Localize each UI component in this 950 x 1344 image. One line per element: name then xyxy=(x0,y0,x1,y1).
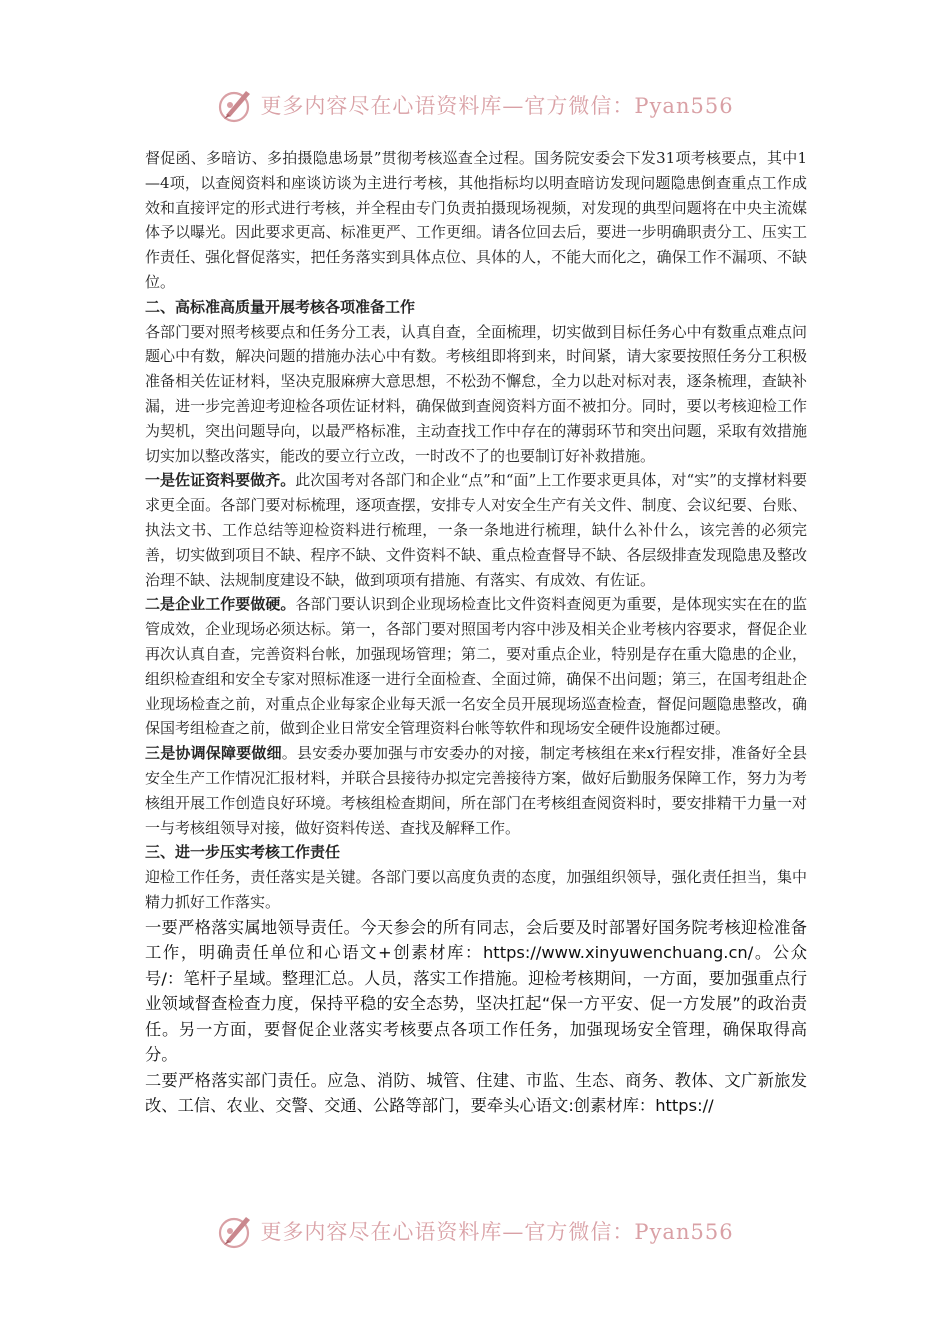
paragraph-lead: 二是企业工作要做硬。 xyxy=(145,595,296,614)
paragraph: 二要严格落实部门责任。应急、消防、城管、住建、市监、生态、商务、教体、文广新旅发改、工信、农业、交警、交通、公路等部门，要牵头心语文:创素材库：https:// xyxy=(145,1070,807,1116)
paragraph xyxy=(145,741,807,840)
paragraph: 各部门要对照考核要点和任务分工表，认真自查，全面梳理，切实做到目标任务心中有数重点难点问题心中有数，解决问题的措施办法心中有数。考核组即将到来，时间紧，请大家要按照任务分工积极准备相关佐证材料，坚决克服麻痹大意思想，不松劲不懈怠，全力以赴对标对表，逐条梳理，查缺补漏，进一步完善迎考迎检各项佐证材料，确保做到查阅资料方面不被扣分。同时，要以考核迎检工作为契机，突出问题导向，以最严格标准，主动查找工作中存在的薄弱环节和突出问题，采取有效措施切实加以整改落实，能改的要立行立改，一时改不了的也要制订好补救措施。 xyxy=(145,322,807,465)
watermark-text: 更多内容尽在心语资料库—官方微信：Pyan556 xyxy=(260,1220,734,1244)
paragraph-lead: 一是佐证资料要做齐。 xyxy=(145,471,296,490)
paragraph xyxy=(145,468,807,592)
paragraph-text: 各部门要认识到企业现场检查比文件资料查阅更为重要，是体现实实在在的监管成效，企业现场必须达标。第一，各部门要对照国考内容中涉及相关企业考核内容要求，督促企业再次认真自查，完善资料台帐，加强现场管理；第二，要对重点企业，特别是存在重大隐患的企业，组织检查组和安全专家对照标准逐一进行全面检查、全面过筛，确保不出问题；第三，在国考组赴企业现场检查之前，对重点企业每家企业每天派一名安全员开展现场巡查检查，督促问题隐患整改，确保国考组检查之前，做到企业日常安全管理资料台帐等软件和现场安全硬件设施都过硬。 xyxy=(145,595,807,738)
quill-pen-logo-icon xyxy=(216,85,256,125)
document-body xyxy=(145,146,807,1119)
section-heading: 二、高标准高质量开展考核各项准备工作 xyxy=(145,297,416,316)
paragraph-text: 。县安委办要加强与市安委办的对接，制定考核组在来x行程安排，准备好全县安全生产工作情况汇报材料，并联合县接待办拟定完善接待方案，做好后勤服务保障工作，努力为考核组开展工作创造良好环境。考核组检查期间，所在部门在考核组查阅资料时，要安排精干力量一对一与考核组领导对接，做好资料传送、查找及解释工作。 xyxy=(145,744,807,837)
watermark-banner-top xyxy=(0,82,950,128)
paragraph: 督促函、多暗访、多拍摄隐患场景”贯彻考核巡查全过程。国务院安委会下发31项考核要点，其中1—4项，以查阅资料和座谈访谈为主进行考核，其他指标均以明查暗访发现问题隐患倒查重点工作成效和直接评定的形式进行考核，并全程由专门负责拍摄现场视频，对发现的典型问题将在中央主流媒体予以曝光。因此要求更高、标准更严、工作更细。请各位回去后，要进一步明确职责分工、压实工作责任、强化督促落实，把任务落实到具体点位、具体的人，不能大而化之，确保工作不漏项、不缺位。 xyxy=(145,149,807,291)
paragraph xyxy=(145,592,807,741)
quill-pen-logo-icon xyxy=(216,1211,256,1251)
watermark-text: 更多内容尽在心语资料库—官方微信：Pyan556 xyxy=(260,94,734,118)
paragraph: 迎检工作任务，责任落实是关键。各部门要以高度负责的态度，加强组织领导，强化责任担当，集中精力抓好工作落实。 xyxy=(145,868,807,911)
section-heading: 三、进一步压实考核工作责任 xyxy=(145,843,341,862)
watermark-banner-bottom xyxy=(0,1208,950,1254)
paragraph-text: 此次国考对各部门和企业“点”和“面”上工作要求更具体，对“实”的支撑材料要求更全面。各部门要对标梳理，逐项查摆，安排专人对安全生产有关文件、制度、会议纪要、台账、执法文书、工作总结等迎检资料进行梳理，一条一条地进行梳理，缺什么补什么，该完善的必须完善，切实做到项目不缺、程序不缺、文件资料不缺、重点检查督导不缺、各层级排查发现隐患及整改治理不缺、法规制度建设不缺，做到项项有措施、有落实、有成效、有佐证。 xyxy=(145,471,807,589)
paragraph-lead: 三是协调保障要做细 xyxy=(145,744,282,763)
paragraph: 一要严格落实属地领导责任。今天参会的所有同志，会后要及时部署好国务院考核迎检准备工作，明确责任单位和心语文+创素材库：https://www.xinyuwenchuang.cn/。公众号/：笔杆子星域。整理汇总。人员，落实工作措施。迎检考核期间，一方面，要加强重点行业领域督查检查力度，保持平稳的安全态势，坚决扛起“保一方平安、促一方发展”的政治责任。另一方面，要督促企业落实考核要点各项工作任务，加强现场安全管理，确保取得高分。 xyxy=(145,917,807,1065)
